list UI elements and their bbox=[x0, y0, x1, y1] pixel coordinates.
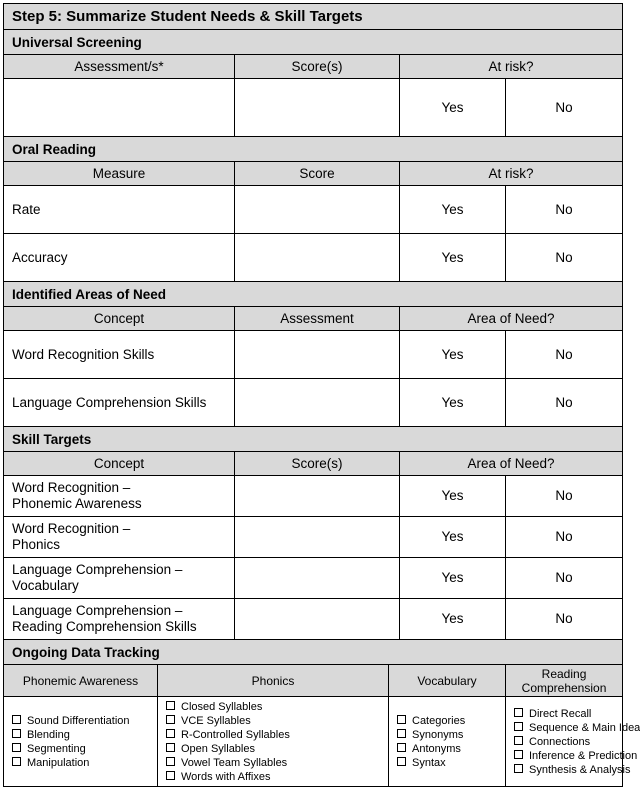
oral-reading-label: Accuracy bbox=[4, 234, 235, 282]
checklist-item-label: Connections bbox=[529, 735, 591, 748]
skill-target-label-line1: Word Recognition – bbox=[12, 480, 131, 495]
col-header-scores: Score(s) bbox=[235, 55, 400, 79]
area-of-need-label: Language Comprehension Skills bbox=[4, 379, 235, 427]
checklist-item-label: Blending bbox=[27, 728, 70, 741]
checkbox-icon[interactable] bbox=[514, 764, 523, 773]
checkbox-icon[interactable] bbox=[397, 729, 406, 738]
checkbox-icon[interactable] bbox=[12, 729, 21, 738]
checklist-item[interactable] bbox=[514, 721, 640, 735]
skill-target-score-cell[interactable] bbox=[235, 476, 400, 517]
checklist-item[interactable] bbox=[514, 749, 638, 763]
section-oral-reading: Oral Reading bbox=[4, 137, 623, 162]
col-header-scores: Score(s) bbox=[235, 452, 400, 476]
checkbox-icon[interactable] bbox=[397, 743, 406, 752]
col-header-at-risk: At risk? bbox=[400, 162, 623, 186]
checklist-item-label: Sound Differentiation bbox=[27, 714, 130, 727]
checklist-item[interactable] bbox=[166, 728, 380, 742]
checkbox-icon[interactable] bbox=[166, 715, 175, 724]
checklist-item[interactable] bbox=[514, 735, 614, 749]
tracking-list-phonemic-awareness bbox=[4, 697, 158, 787]
col-header-area-of-need: Area of Need? bbox=[400, 307, 623, 331]
oral-reading-no-option[interactable]: No bbox=[506, 234, 623, 282]
checklist-item-label: VCE Syllables bbox=[181, 714, 251, 727]
checklist-item-label: R-Controlled Syllables bbox=[181, 728, 290, 741]
oral-reading-score-cell[interactable] bbox=[235, 234, 400, 282]
checklist-item[interactable] bbox=[514, 707, 614, 721]
skill-target-label bbox=[4, 517, 235, 558]
checklist-item[interactable] bbox=[166, 756, 380, 770]
screening-no-option[interactable]: No bbox=[506, 79, 623, 137]
area-of-need-yes-option[interactable]: Yes bbox=[400, 331, 506, 379]
checklist-item[interactable] bbox=[12, 728, 149, 742]
col-header-area-of-need: Area of Need? bbox=[400, 452, 623, 476]
checkbox-icon[interactable] bbox=[514, 722, 523, 731]
checkbox-icon[interactable] bbox=[397, 757, 406, 766]
skill-target-yes-option[interactable]: Yes bbox=[400, 517, 506, 558]
checklist-item[interactable] bbox=[397, 714, 497, 728]
oral-reading-no-option[interactable]: No bbox=[506, 186, 623, 234]
section-universal-screening: Universal Screening bbox=[4, 30, 623, 55]
checkbox-icon[interactable] bbox=[514, 736, 523, 745]
skill-target-label-line1: Language Comprehension – bbox=[12, 562, 183, 577]
skill-target-label bbox=[4, 558, 235, 599]
area-of-need-no-option[interactable]: No bbox=[506, 379, 623, 427]
summary-form bbox=[3, 3, 640, 787]
skill-target-score-cell[interactable] bbox=[235, 599, 400, 640]
checklist-item[interactable] bbox=[166, 714, 380, 728]
skill-target-yes-option[interactable]: Yes bbox=[400, 558, 506, 599]
checkbox-icon[interactable] bbox=[166, 743, 175, 752]
checkbox-icon[interactable] bbox=[166, 729, 175, 738]
skill-target-yes-option[interactable]: Yes bbox=[400, 476, 506, 517]
checkbox-icon[interactable] bbox=[12, 757, 21, 766]
checklist-item-label: Synthesis & Analysis bbox=[529, 763, 631, 776]
area-of-need-assessment-cell[interactable] bbox=[235, 331, 400, 379]
skill-target-label bbox=[4, 476, 235, 517]
checklist-item-label: Closed Syllables bbox=[181, 700, 263, 713]
col-header-assessment: Assessment bbox=[235, 307, 400, 331]
page-title: Step 5: Summarize Student Needs & Skill Targets bbox=[4, 4, 623, 30]
section-ongoing-data-tracking: Ongoing Data Tracking bbox=[4, 640, 623, 665]
skill-target-label-line2: Phonics bbox=[12, 537, 61, 552]
checklist-item-label: Direct Recall bbox=[529, 707, 592, 720]
checklist-item[interactable] bbox=[397, 742, 497, 756]
tracking-list-vocabulary bbox=[389, 697, 506, 787]
checkbox-icon[interactable] bbox=[12, 715, 21, 724]
col-header-score: Score bbox=[235, 162, 400, 186]
area-of-need-label: Word Recognition Skills bbox=[4, 331, 235, 379]
checklist-item[interactable] bbox=[166, 742, 380, 756]
oral-reading-score-cell[interactable] bbox=[235, 186, 400, 234]
skill-target-score-cell[interactable] bbox=[235, 558, 400, 599]
checklist-item[interactable] bbox=[514, 763, 631, 777]
skill-target-no-option[interactable]: No bbox=[506, 517, 623, 558]
tracking-list-reading-comprehension bbox=[506, 697, 640, 787]
screening-yes-option[interactable]: Yes bbox=[400, 79, 506, 137]
col-header-measure: Measure bbox=[4, 162, 235, 186]
section-areas-of-need: Identified Areas of Need bbox=[4, 282, 623, 307]
tracking-header-phonemic-awareness: Phonemic Awareness bbox=[4, 665, 158, 697]
area-of-need-assessment-cell[interactable] bbox=[235, 379, 400, 427]
skill-target-label-line2: Reading Comprehension Skills bbox=[12, 619, 197, 634]
checklist-item[interactable] bbox=[12, 742, 149, 756]
skill-target-no-option[interactable]: No bbox=[506, 599, 623, 640]
section-skill-targets: Skill Targets bbox=[4, 427, 623, 452]
skill-target-label-line2: Phonemic Awareness bbox=[12, 496, 142, 511]
checklist-item-label: Synonyms bbox=[412, 728, 464, 741]
skill-target-label bbox=[4, 599, 235, 640]
col-header-at-risk: At risk? bbox=[400, 55, 623, 79]
checklist-item[interactable] bbox=[397, 728, 497, 742]
checkbox-icon[interactable] bbox=[12, 743, 21, 752]
skill-target-no-option[interactable]: No bbox=[506, 476, 623, 517]
checkbox-icon[interactable] bbox=[166, 701, 175, 710]
screening-score-cell[interactable] bbox=[235, 79, 400, 137]
checklist-item[interactable] bbox=[12, 714, 149, 728]
skill-target-yes-option[interactable]: Yes bbox=[400, 599, 506, 640]
oral-reading-yes-option[interactable]: Yes bbox=[400, 186, 506, 234]
checklist-item[interactable] bbox=[397, 756, 497, 770]
oral-reading-yes-option[interactable]: Yes bbox=[400, 234, 506, 282]
checklist-item-label: Categories bbox=[412, 714, 466, 727]
screening-assessment-cell[interactable] bbox=[4, 79, 235, 137]
checkbox-icon[interactable] bbox=[514, 708, 523, 717]
checklist-item[interactable] bbox=[166, 700, 380, 714]
area-of-need-yes-option[interactable]: Yes bbox=[400, 379, 506, 427]
tracking-list-phonics bbox=[158, 697, 389, 787]
checklist-item-label: Words with Affixes bbox=[181, 770, 271, 783]
skill-target-label-line1: Word Recognition – bbox=[12, 521, 131, 536]
skill-target-label-line1: Language Comprehension – bbox=[12, 603, 183, 618]
checklist-item-label: Segmenting bbox=[27, 742, 86, 755]
checklist-item-label: Antonyms bbox=[412, 742, 461, 755]
checklist-item-label: Vowel Team Syllables bbox=[181, 756, 288, 769]
skill-target-no-option[interactable]: No bbox=[506, 558, 623, 599]
tracking-header-vocabulary: Vocabulary bbox=[389, 665, 506, 697]
checklist-item[interactable] bbox=[166, 770, 380, 784]
checklist-item-label: Manipulation bbox=[27, 756, 90, 769]
col-header-concept: Concept bbox=[4, 307, 235, 331]
col-header-assessment: Assessment/s* bbox=[4, 55, 235, 79]
checkbox-icon[interactable] bbox=[514, 750, 523, 759]
tracking-header-phonics: Phonics bbox=[158, 665, 389, 697]
oral-reading-label: Rate bbox=[4, 186, 235, 234]
checkbox-icon[interactable] bbox=[166, 771, 175, 780]
col-header-concept: Concept bbox=[4, 452, 235, 476]
tracking-header-reading-comprehension: Reading Comprehension bbox=[506, 665, 623, 697]
checkbox-icon[interactable] bbox=[397, 715, 406, 724]
skill-target-label-line2: Vocabulary bbox=[12, 578, 79, 593]
checklist-item-label: Open Syllables bbox=[181, 742, 255, 755]
checklist-item-label: Inference & Prediction bbox=[529, 749, 638, 762]
checklist-item-label: Syntax bbox=[412, 756, 446, 769]
area-of-need-no-option[interactable]: No bbox=[506, 331, 623, 379]
checkbox-icon[interactable] bbox=[166, 757, 175, 766]
checklist-item[interactable] bbox=[12, 756, 149, 770]
skill-target-score-cell[interactable] bbox=[235, 517, 400, 558]
checklist-item-label: Sequence & Main Idea bbox=[529, 721, 640, 734]
